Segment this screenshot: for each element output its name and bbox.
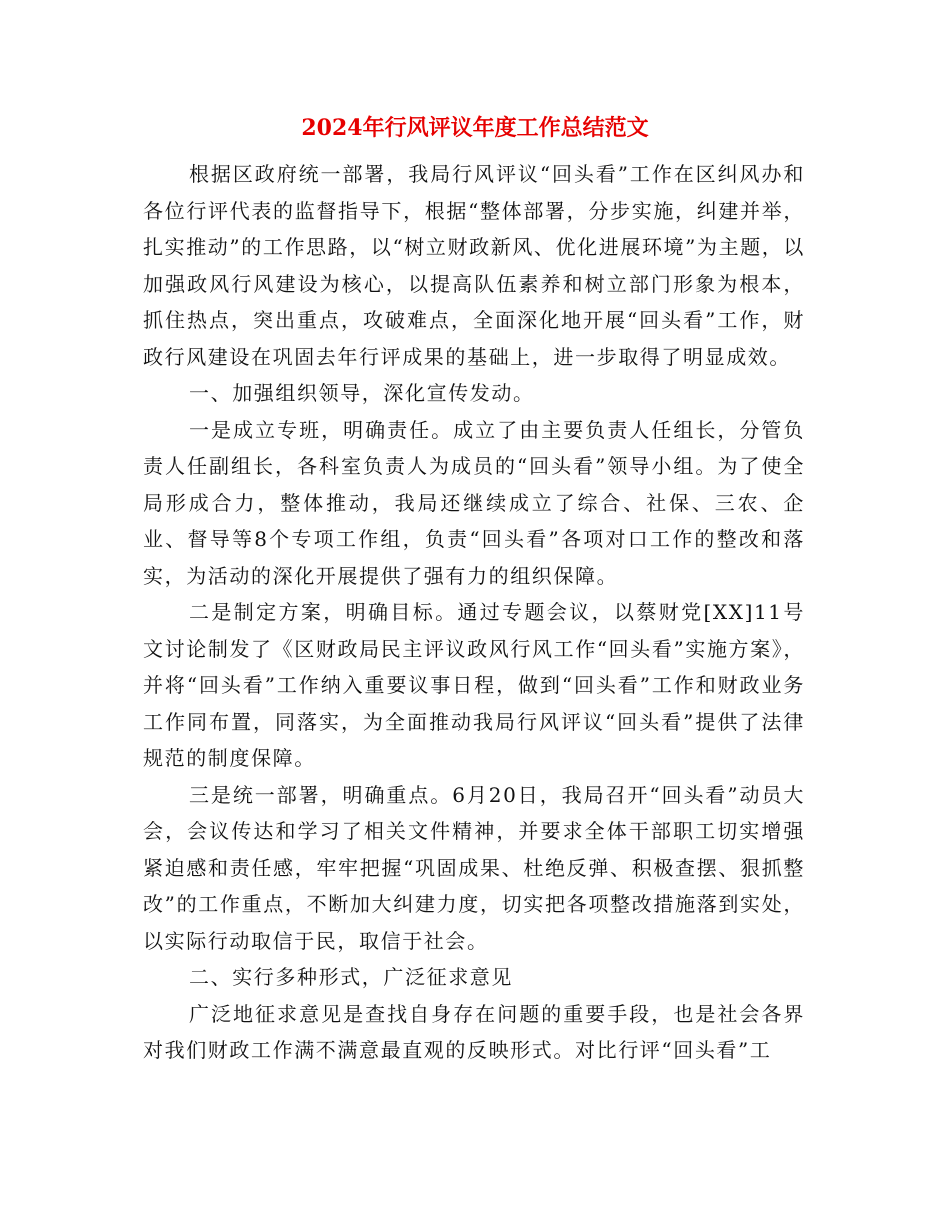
section-heading-1: 一、加强组织领导，深化宣传发动。	[189, 381, 535, 405]
section-heading-2: 二、实行多种形式，广泛征求意见	[189, 965, 513, 989]
document-title: 2024年行风评议年度工作总结范文	[301, 115, 649, 141]
paragraph-2-1: 广泛地征求意见是查找自身存在问题的重要手段，也是社会各界对我们财政工作满不满意最直观的反映形式。对比行评“回头看”工	[143, 1001, 805, 1062]
paragraph-1-2: 二是制定方案，明确目标。通过专题会议，以蔡财党[XX]11号文讨论制发了《区财政局民主评议政风行风工作“回头看”实施方案》，并将“回头看”工作纳入重要议事日程，做到“回头看”工作和财政业务工作同布置，同落实，为全面推动我局行风评议“回头看”提供了法律规范的制度保障。	[143, 600, 805, 770]
paragraph-intro: 根据区政府统一部署，我局行风评议“回头看”工作在区纠风办和各位行评代表的监督指导下，根据“整体部署，分步实施，纠建并举，扎实推动”的工作思路，以“树立财政新风、优化进展环境”为主题，以加强政风行风建设为核心，以提高队伍素养和树立部门形象为根本，抓住热点，突出重点，攻破难点，全面深化地开展“回头看”工作，财政行风建设在巩固去年行评成果的基础上，进一步取得了明显成效。	[143, 162, 805, 369]
paragraph-1-3: 三是统一部署，明确重点。6月20日，我局召开“回头看”动员大会，会议传达和学习了相关文件精神，并要求全体干部职工切实增强紧迫感和责任感，牢牢把握“巩固成果、杜绝反弹、积极查摆、狠抓整改”的工作重点，不断加大纠建力度，切实把各项整改措施落到实处，以实际行动取信于民，取信于社会。	[143, 782, 805, 953]
document-body	[143, 156, 805, 1069]
paragraph-1-1: 一是成立专班，明确责任。成立了由主要负责人任组长，分管负责人任副组长，各科室负责人为成员的“回头看”领导小组。为了使全局形成合力，整体推动，我局还继续成立了综合、社保、三农、企业、督导等8个专项工作组，负责“回头看”各项对口工作的整改和落实，为活动的深化开展提供了强有力的组织保障。	[143, 417, 805, 588]
